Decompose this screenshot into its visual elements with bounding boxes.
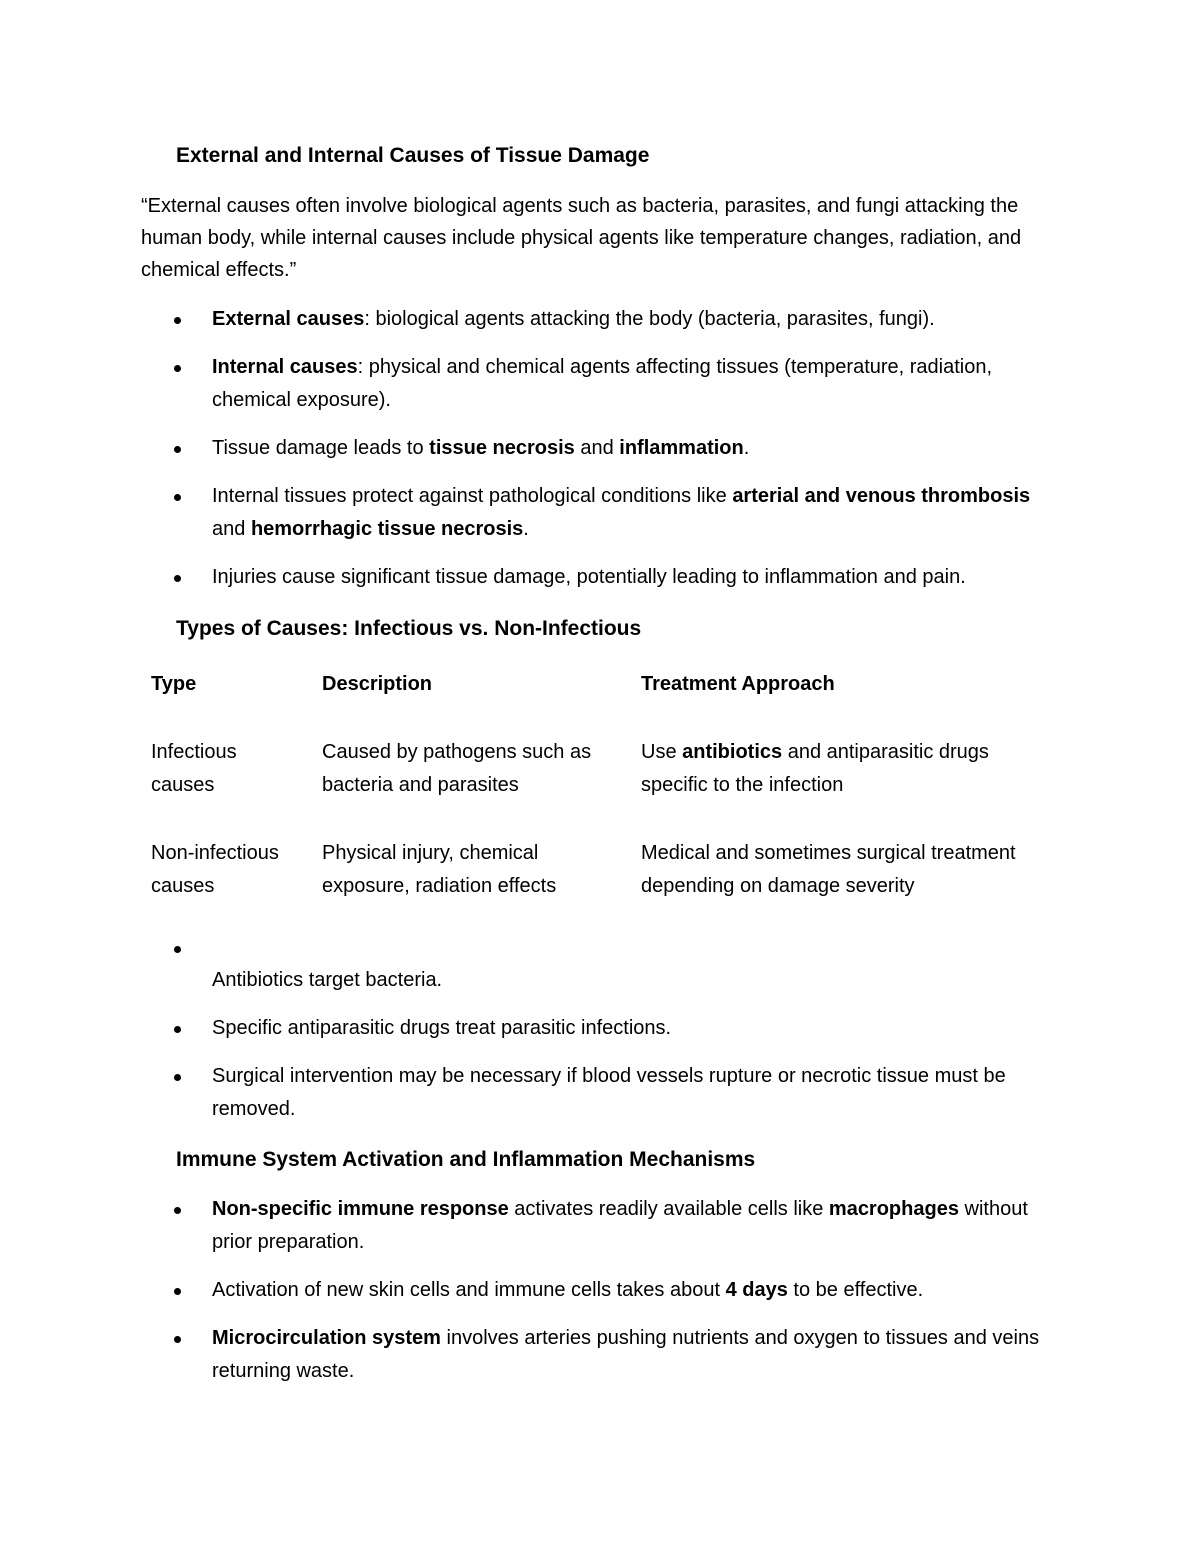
bullet-icon bbox=[174, 946, 181, 953]
bullet-icon bbox=[174, 317, 181, 324]
table-header-row bbox=[141, 668, 1071, 736]
bullet-icon bbox=[174, 446, 181, 453]
list-item: Antibiotics target bacteria. bbox=[212, 969, 443, 991]
table-cell-type: Non-infectious causes bbox=[151, 842, 279, 897]
table-cell-description: Physical injury, chemical exposure, radiation effects bbox=[322, 842, 557, 897]
table-cell-description: Caused by pathogens such as bacteria and parasites bbox=[322, 741, 592, 796]
table-cell-treatment: Medical and sometimes surgical treatment depending on damage severity bbox=[641, 842, 1016, 897]
immune-bullet-list bbox=[0, 1193, 1200, 1403]
section-heading-types: Types of Causes: Infectious vs. Non-Infectious bbox=[176, 617, 642, 640]
bullet-icon bbox=[174, 1074, 181, 1081]
list-item: Internal tissues protect against pathological conditions like arterial and venous thrombosis and hemorrhagic tissue necrosis. bbox=[0, 480, 1062, 546]
table-header-cell: Type bbox=[151, 673, 197, 695]
intro-quote: “External causes often involve biological agents such as bacteria, parasites, and fungi attacking the human body, while internal causes include physical agents like temperature changes, radiation, and chemical effects.” bbox=[141, 195, 1022, 281]
bullet-icon bbox=[174, 1288, 181, 1295]
bullet-icon bbox=[174, 575, 181, 582]
table-header-cell: Description bbox=[322, 673, 433, 695]
bullet-icon bbox=[174, 1336, 181, 1343]
bullet-icon bbox=[174, 1207, 181, 1214]
treatment-bullet-list bbox=[0, 964, 1200, 1141]
table-row bbox=[141, 837, 1071, 938]
list-item: Non-specific immune response activates readily available cells like macrophages without prior preparation. bbox=[0, 1193, 1062, 1259]
causes-table bbox=[141, 668, 1071, 938]
section-heading-causes: External and Internal Causes of Tissue Damage bbox=[176, 144, 650, 167]
causes-bullet-list bbox=[0, 303, 1200, 609]
list-item: Surgical intervention may be necessary if blood vessels rupture or necrotic tissue must be removed. bbox=[0, 1060, 1062, 1126]
list-item: Activation of new skin cells and immune cells takes about 4 days to be effective. bbox=[0, 1274, 1062, 1307]
list-item: External causes: biological agents attacking the body (bacteria, parasites, fungi). bbox=[0, 303, 1062, 336]
list-item: Microcirculation system involves arteries pushing nutrients and oxygen to tissues and veins returning waste. bbox=[0, 1322, 1062, 1388]
list-item: Internal causes: physical and chemical agents affecting tissues (temperature, radiation, chemical exposure). bbox=[0, 351, 1062, 417]
bullet-icon bbox=[174, 494, 181, 501]
list-item: Tissue damage leads to tissue necrosis and inflammation. bbox=[0, 432, 1062, 465]
table-cell-type: Infectious causes bbox=[151, 741, 237, 796]
section-heading-immune: Immune System Activation and Inflammation Mechanisms bbox=[176, 1148, 756, 1171]
bullet-icon bbox=[174, 365, 181, 372]
table-header-cell: Treatment Approach bbox=[641, 673, 835, 695]
table-cell-treatment: Use antibiotics and antiparasitic drugs specific to the infection bbox=[641, 741, 989, 796]
table-row bbox=[141, 736, 1071, 837]
list-item: Specific antiparasitic drugs treat parasitic infections. bbox=[0, 1012, 1062, 1045]
list-item: Injuries cause significant tissue damage, potentially leading to inflammation and pain. bbox=[0, 561, 1062, 594]
bullet-icon bbox=[174, 1026, 181, 1033]
